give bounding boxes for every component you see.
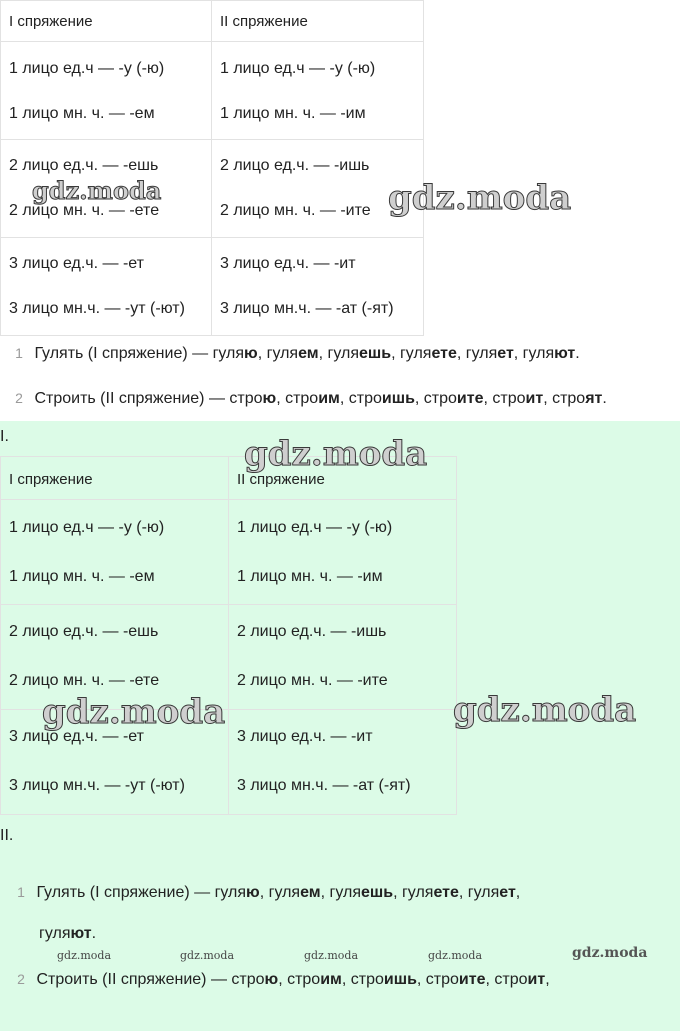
list-item	[10, 971, 550, 989]
section-label: II.	[0, 827, 14, 844]
conjugation-table-bottom	[0, 456, 457, 815]
word-ending: ит	[525, 390, 544, 407]
word-separator: .	[575, 345, 580, 362]
table-cell: 2 лицо мн. ч. — -ите	[220, 202, 371, 219]
word-separator: ,	[414, 390, 424, 407]
watermark-logo: gdz.moda	[244, 434, 428, 474]
watermark-logo: gdz.moda	[453, 690, 637, 730]
word-stem: гуля	[329, 884, 361, 901]
word-stem: гуля	[467, 884, 500, 901]
word-separator: ,	[543, 390, 553, 407]
word-ending: ят	[585, 390, 603, 407]
table-cell: 3 лицо ед.ч. — -ет	[9, 728, 144, 745]
verb-label: Строить (II спряжение) —	[36, 971, 232, 988]
word-stem: гуля	[214, 884, 247, 901]
word-stem: гуля	[465, 345, 498, 362]
table-header: II спряжение	[220, 13, 308, 30]
word-separator: ,	[458, 884, 468, 901]
word-ending: ешь	[359, 345, 392, 362]
table-cell: 2 лицо мн. ч. — -ете	[9, 202, 160, 219]
word-stem: гуля	[268, 884, 301, 901]
table-cell: 1 лицо мн. ч. — -им	[220, 105, 366, 122]
table-cell: 3 лицо мн.ч. — -ут (-ют)	[9, 777, 185, 794]
verb-label: Строить (II спряжение) —	[34, 390, 230, 407]
watermark-logo: gdz.moda	[180, 949, 235, 962]
table-cell: 2 лицо мн. ч. — -ите	[237, 672, 388, 689]
word-stem: стро	[229, 390, 263, 407]
word-separator: ,	[257, 345, 267, 362]
word-ending: ите	[458, 971, 486, 988]
word-separator: ,	[318, 345, 328, 362]
word-ending: ю	[244, 345, 258, 362]
word-ending: ем	[298, 345, 319, 362]
table-cell: 1 лицо ед.ч — -у (-ю)	[9, 60, 165, 77]
table-cell: 1 лицо ед.ч — -у (-ю)	[237, 519, 393, 536]
list-item	[10, 884, 520, 902]
word-stem: гуля	[212, 345, 245, 362]
word-separator: ,	[276, 390, 286, 407]
conjugation-table-top	[0, 0, 424, 336]
word-stem: гуля	[327, 345, 359, 362]
word-separator: ,	[483, 390, 493, 407]
table-header: I спряжение	[9, 13, 93, 30]
table-cell: 2 лицо ед.ч. — -ешь	[9, 157, 159, 174]
word-stem: гуля	[522, 345, 555, 362]
word-separator: ,	[513, 345, 523, 362]
word-ending: ют	[70, 925, 92, 942]
list-number: 1	[15, 345, 23, 361]
watermark-logo: gdz.moda	[304, 949, 359, 962]
verb-label: Гулять (I спряжение) —	[34, 345, 213, 362]
table-cell: 3 лицо ед.ч. — -ет	[9, 255, 144, 272]
list-number: 1	[17, 884, 25, 900]
word-ending: ют	[554, 345, 576, 362]
word-ending: ет	[499, 884, 516, 901]
table-cell: 2 лицо мн. ч. — -ете	[9, 672, 160, 689]
watermark-logo: gdz.moda	[42, 692, 226, 732]
table-cell: 2 лицо ед.ч. — -ешь	[9, 623, 159, 640]
word-separator: ,	[515, 884, 521, 901]
list-item-continuation	[39, 925, 96, 943]
word-stem: гуля	[399, 345, 432, 362]
watermark-logo: gdz.moda	[32, 176, 162, 205]
word-stem: гуля	[39, 925, 71, 942]
word-separator: .	[602, 390, 607, 407]
table-cell: 3 лицо ед.ч. — -ит	[220, 255, 356, 272]
word-ending: ете	[431, 345, 457, 362]
word-separator: ,	[545, 971, 550, 988]
word-stem: гуля	[401, 884, 434, 901]
word-separator: ,	[278, 971, 288, 988]
list-number: 2	[17, 971, 25, 987]
table-cell: 3 лицо мн.ч. — -ут (-ют)	[9, 300, 185, 317]
word-separator: .	[91, 925, 97, 942]
word-ending: ете	[433, 884, 459, 901]
watermark-logo: gdz.moda	[572, 945, 648, 961]
table-cell: 2 лицо ед.ч. — -ишь	[220, 157, 370, 174]
word-ending: ю	[264, 971, 279, 988]
table-header: I спряжение	[9, 471, 93, 488]
watermark-logo: gdz.moda	[57, 949, 112, 962]
table-cell: 3 лицо мн.ч. — -ат (-ят)	[237, 777, 411, 794]
word-stem: стро	[287, 971, 321, 988]
table-cell: 1 лицо ед.ч — -у (-ю)	[9, 519, 165, 536]
word-separator: ,	[341, 971, 351, 988]
table-cell: 2 лицо ед.ч. — -ишь	[237, 623, 387, 640]
word-ending: ю	[246, 884, 260, 901]
word-stem: стро	[425, 971, 459, 988]
list-number: 2	[15, 390, 23, 406]
table-cell: 1 лицо мн. ч. — -ем	[9, 105, 155, 122]
word-ending: ешь	[361, 884, 394, 901]
word-separator: ,	[485, 971, 495, 988]
word-separator: ,	[393, 884, 402, 901]
list-item	[8, 390, 607, 408]
word-stem: стро	[552, 390, 586, 407]
watermark-logo: gdz.moda	[428, 949, 483, 962]
word-stem: стро	[494, 971, 528, 988]
word-separator: ,	[456, 345, 466, 362]
word-ending: им	[318, 390, 340, 407]
word-separator: ,	[416, 971, 426, 988]
word-ending: ите	[456, 390, 484, 407]
word-separator: ,	[320, 884, 330, 901]
word-ending: ем	[300, 884, 321, 901]
word-ending: ишь	[381, 390, 415, 407]
table-header: II спряжение	[237, 471, 325, 488]
word-ending: ишь	[383, 971, 417, 988]
watermark-logo: gdz.moda	[388, 178, 572, 218]
table-cell: 3 лицо мн.ч. — -ат (-ят)	[220, 300, 394, 317]
word-stem: стро	[492, 390, 526, 407]
word-separator: ,	[339, 390, 349, 407]
table-cell: 1 лицо мн. ч. — -ем	[9, 568, 155, 585]
verb-label: Гулять (I спряжение) —	[36, 884, 215, 901]
word-stem: стро	[231, 971, 265, 988]
word-stem: стро	[423, 390, 457, 407]
word-ending: ит	[527, 971, 546, 988]
word-ending: ет	[497, 345, 514, 362]
word-separator: ,	[259, 884, 269, 901]
list-item	[8, 345, 580, 363]
word-stem: стро	[285, 390, 319, 407]
word-separator: ,	[391, 345, 400, 362]
table-cell: 1 лицо ед.ч — -у (-ю)	[220, 60, 376, 77]
word-ending: ю	[262, 390, 277, 407]
word-stem: стро	[350, 971, 384, 988]
section-label: I.	[0, 428, 9, 445]
table-cell: 1 лицо мн. ч. — -им	[237, 568, 383, 585]
word-ending: им	[320, 971, 342, 988]
word-stem: гуля	[266, 345, 299, 362]
word-stem: стро	[348, 390, 382, 407]
table-cell: 3 лицо ед.ч. — -ит	[237, 728, 373, 745]
